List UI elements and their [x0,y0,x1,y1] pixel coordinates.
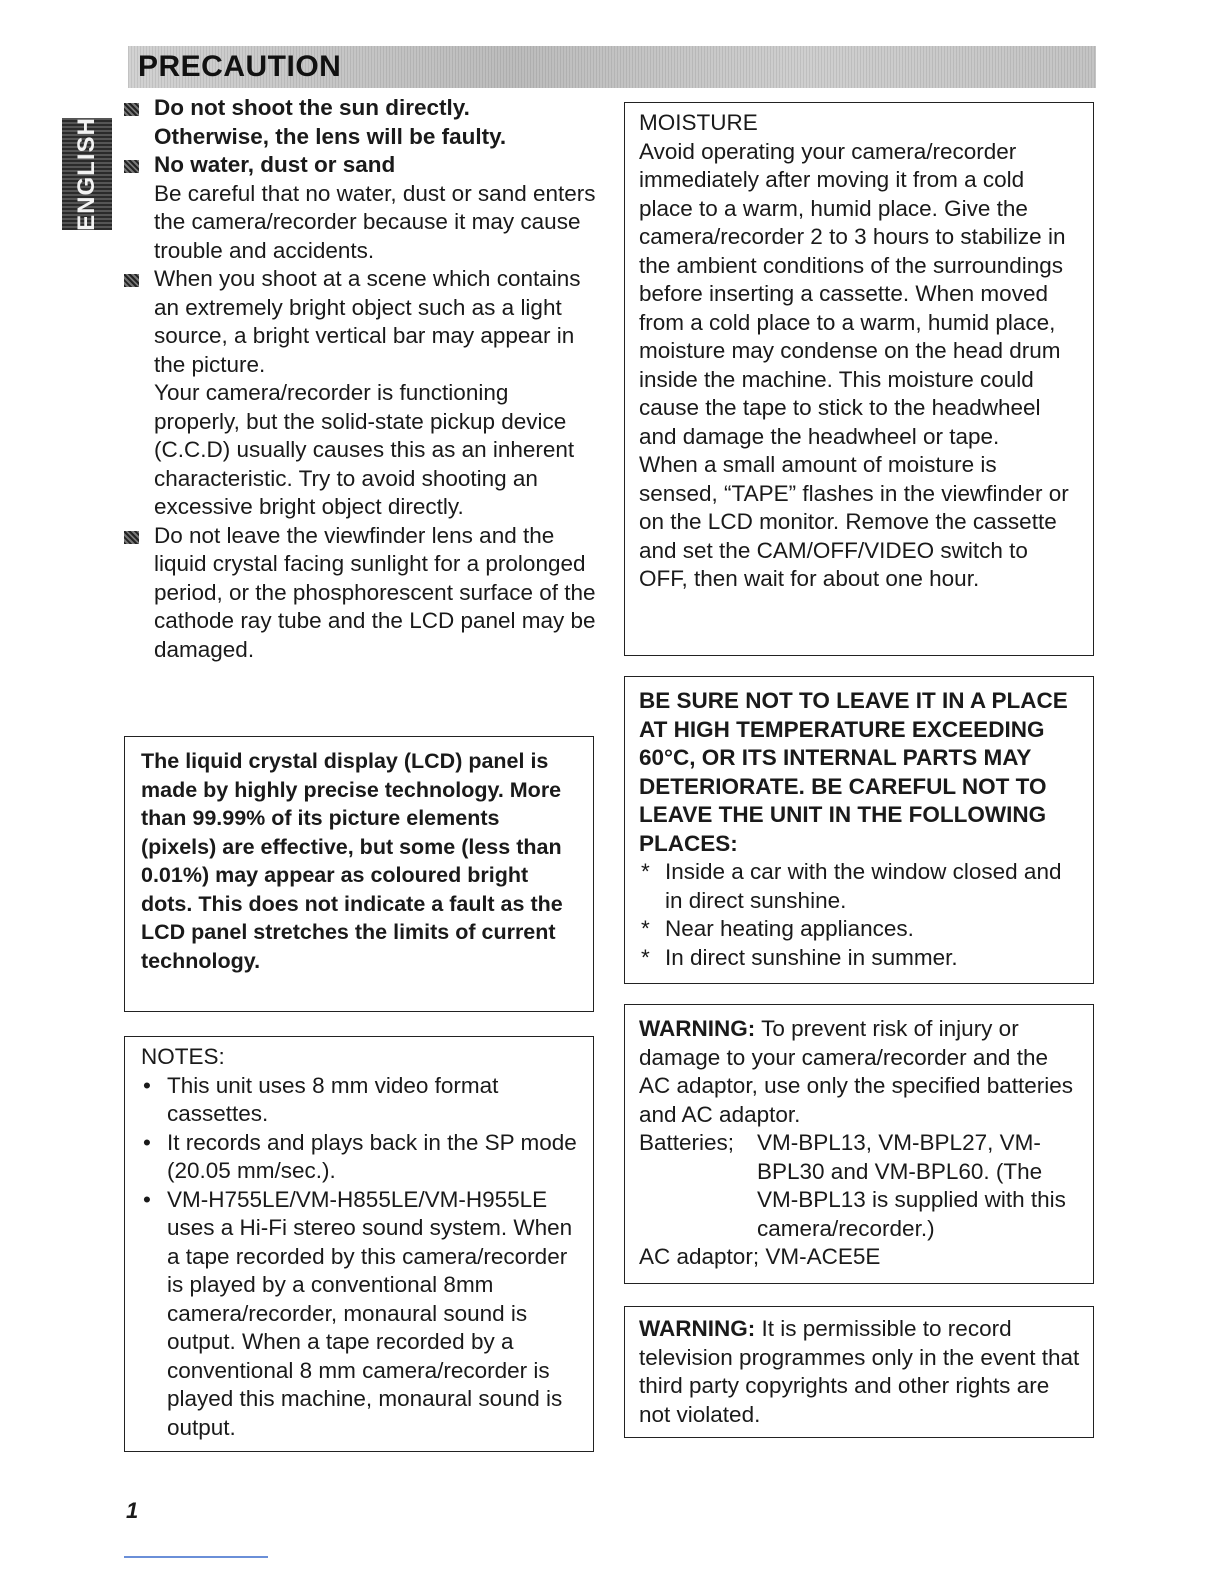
precaution-item-water [120,151,600,265]
language-tab-label: ENGLISH [73,117,100,231]
temperature-item-text: Near heating appliances. [665,916,914,941]
item-body: Do not leave the viewfinder lens and the liquid crystal facing sunlight for a prolonged period, or the phosphorescent surface of the cathode ray tube and the LCD panel may be damaged. [154,522,596,662]
square-bullet-icon [124,103,139,116]
list-item [639,944,1081,973]
square-bullet-icon [124,160,139,173]
temperature-item-text: In direct sunshine in summer. [665,944,958,970]
language-tab [62,118,112,230]
warning-label: WARNING: [639,1316,756,1341]
batteries-value: VM-BPL13, VM-BPL27, VM-BPL30 and VM-BPL60. (The VM-BPL13 is supplied with this camera/recorder.) [757,1130,1066,1241]
precaution-item-sun [120,94,600,151]
precaution-list [120,94,600,664]
footer-divider [124,1556,268,1558]
item-body: Be careful that no water, dust or sand enters the camera/recorder because it may cause trouble and accidents. [154,180,596,263]
precaution-item-bright-object [120,265,600,522]
notes-item-text: VM-H755LE/VM-H855LE/VM-H955LE uses a Hi-Fi stereo sound system. When a tape recorded by this camera/recorder is played by a conventional 8mm camera/recorder, monaural sound is output. When a tape recorded by a conventional 8 mm camera/recorder is played this machine, monaural sound is output. [167,1186,573,1440]
precaution-item-viewfinder [120,522,600,665]
item-heading: Do not shoot the sun directly. [154,95,470,120]
item-heading: No water, dust or sand [154,152,396,177]
title-bar [128,46,1096,88]
moisture-body: When a small amount of moisture is sensed, “TAPE” flashes in the viewfinder or on the LCD monitor. Remove the cassette and set the CAM/OFF/VIDEO switch to OFF, then wait for about one hour. [639,452,1069,591]
list-item [141,1072,579,1129]
adaptor-row [639,1243,1081,1272]
temperature-item-text: Inside a car with the window closed and in direct sunshine. [665,859,1062,913]
adaptor-value: VM-ACE5E [759,1244,881,1269]
notes-item-text: It records and plays back in the SP mode (20.05 mm/sec.). [167,1129,577,1183]
notes-heading: NOTES: [141,1044,225,1069]
dot-bullet-icon: • [143,1072,151,1098]
lcd-notice-text: The liquid crystal display (LCD) panel is made by highly precise technology. More than 99.99% of its picture elements (pixels) are effective, but some (less than 0.01%) may appear as coloured bright dots. This does not indicate a fault as the LCD panel stretches the limits of current technology. [141,749,563,973]
square-bullet-icon [124,531,139,544]
asterisk-icon: * [641,916,650,941]
temperature-heading: BE SURE NOT TO LEAVE IT IN A PLACE AT HIGH TEMPERATURE EXCEEDING 60°C, OR ITS INTERNAL PARTS MAY DETERIORATE. BE CAREFUL NOT TO LEAVE THE UNIT IN THE FOLLOWING PLACES: [639,688,1068,856]
item-body: When you shoot at a scene which contains an extremely bright object such as a light source, a bright vertical bar may appear in the picture. [154,266,581,377]
adaptor-label: AC adaptor; [639,1244,760,1269]
copyright-warning-box [624,1306,1094,1438]
warning-label: WARNING: [639,1016,756,1041]
item-heading: Otherwise, the lens will be faulty. [154,123,507,149]
list-item [141,1186,579,1443]
copyright-warning-text [639,1315,1081,1429]
batteries-label: Batteries; [639,1130,735,1155]
item-body: Your camera/recorder is functioning properly, but the solid-state pickup device (C.C.D) usually causes this as an inherent characteristic. Try to avoid shooting an excessive bright object directly. [154,380,575,519]
warning-text: To prevent risk of injury or damage to your camera/recorder and the AC adaptor, use only the specified batteries and AC adaptor. [639,1016,1074,1127]
notes-box [124,1036,594,1452]
asterisk-icon: * [641,859,650,884]
lcd-notice-box [124,736,594,1012]
dot-bullet-icon: • [143,1186,151,1212]
moisture-box [624,102,1094,656]
notes-item-text: This unit uses 8 mm video format cassettes. [167,1072,499,1126]
page-number: 1 [126,1498,139,1523]
list-item [141,1129,579,1186]
list-item [639,858,1081,915]
batteries-row [639,1129,1081,1243]
dot-bullet-icon: • [143,1129,151,1155]
square-bullet-icon [124,274,139,287]
temperature-warning-box [624,676,1094,984]
battery-warning-box [624,1004,1094,1284]
asterisk-icon: * [641,944,650,970]
moisture-heading: MOISTURE [639,110,758,135]
list-item [639,915,1081,944]
warning-text: It is permissible to record television programmes only in the event that third party copyrights and other rights are not violated. [639,1316,1080,1427]
page-title: PRECAUTION [138,50,342,83]
moisture-body: Avoid operating your camera/recorder immediately after moving it from a cold place to a warm, humid place. Give the camera/recorder 2 to 3 hours to stabilize in the ambient conditions of the surroundings before inserting a cassette. When moved from a cold place to a warm, humid place, moisture may condense on the head drum inside the machine. This moisture could cause the tape to stick to the headwheel and damage the headwheel or tape. [639,138,1066,449]
battery-warning-text [639,1015,1081,1129]
